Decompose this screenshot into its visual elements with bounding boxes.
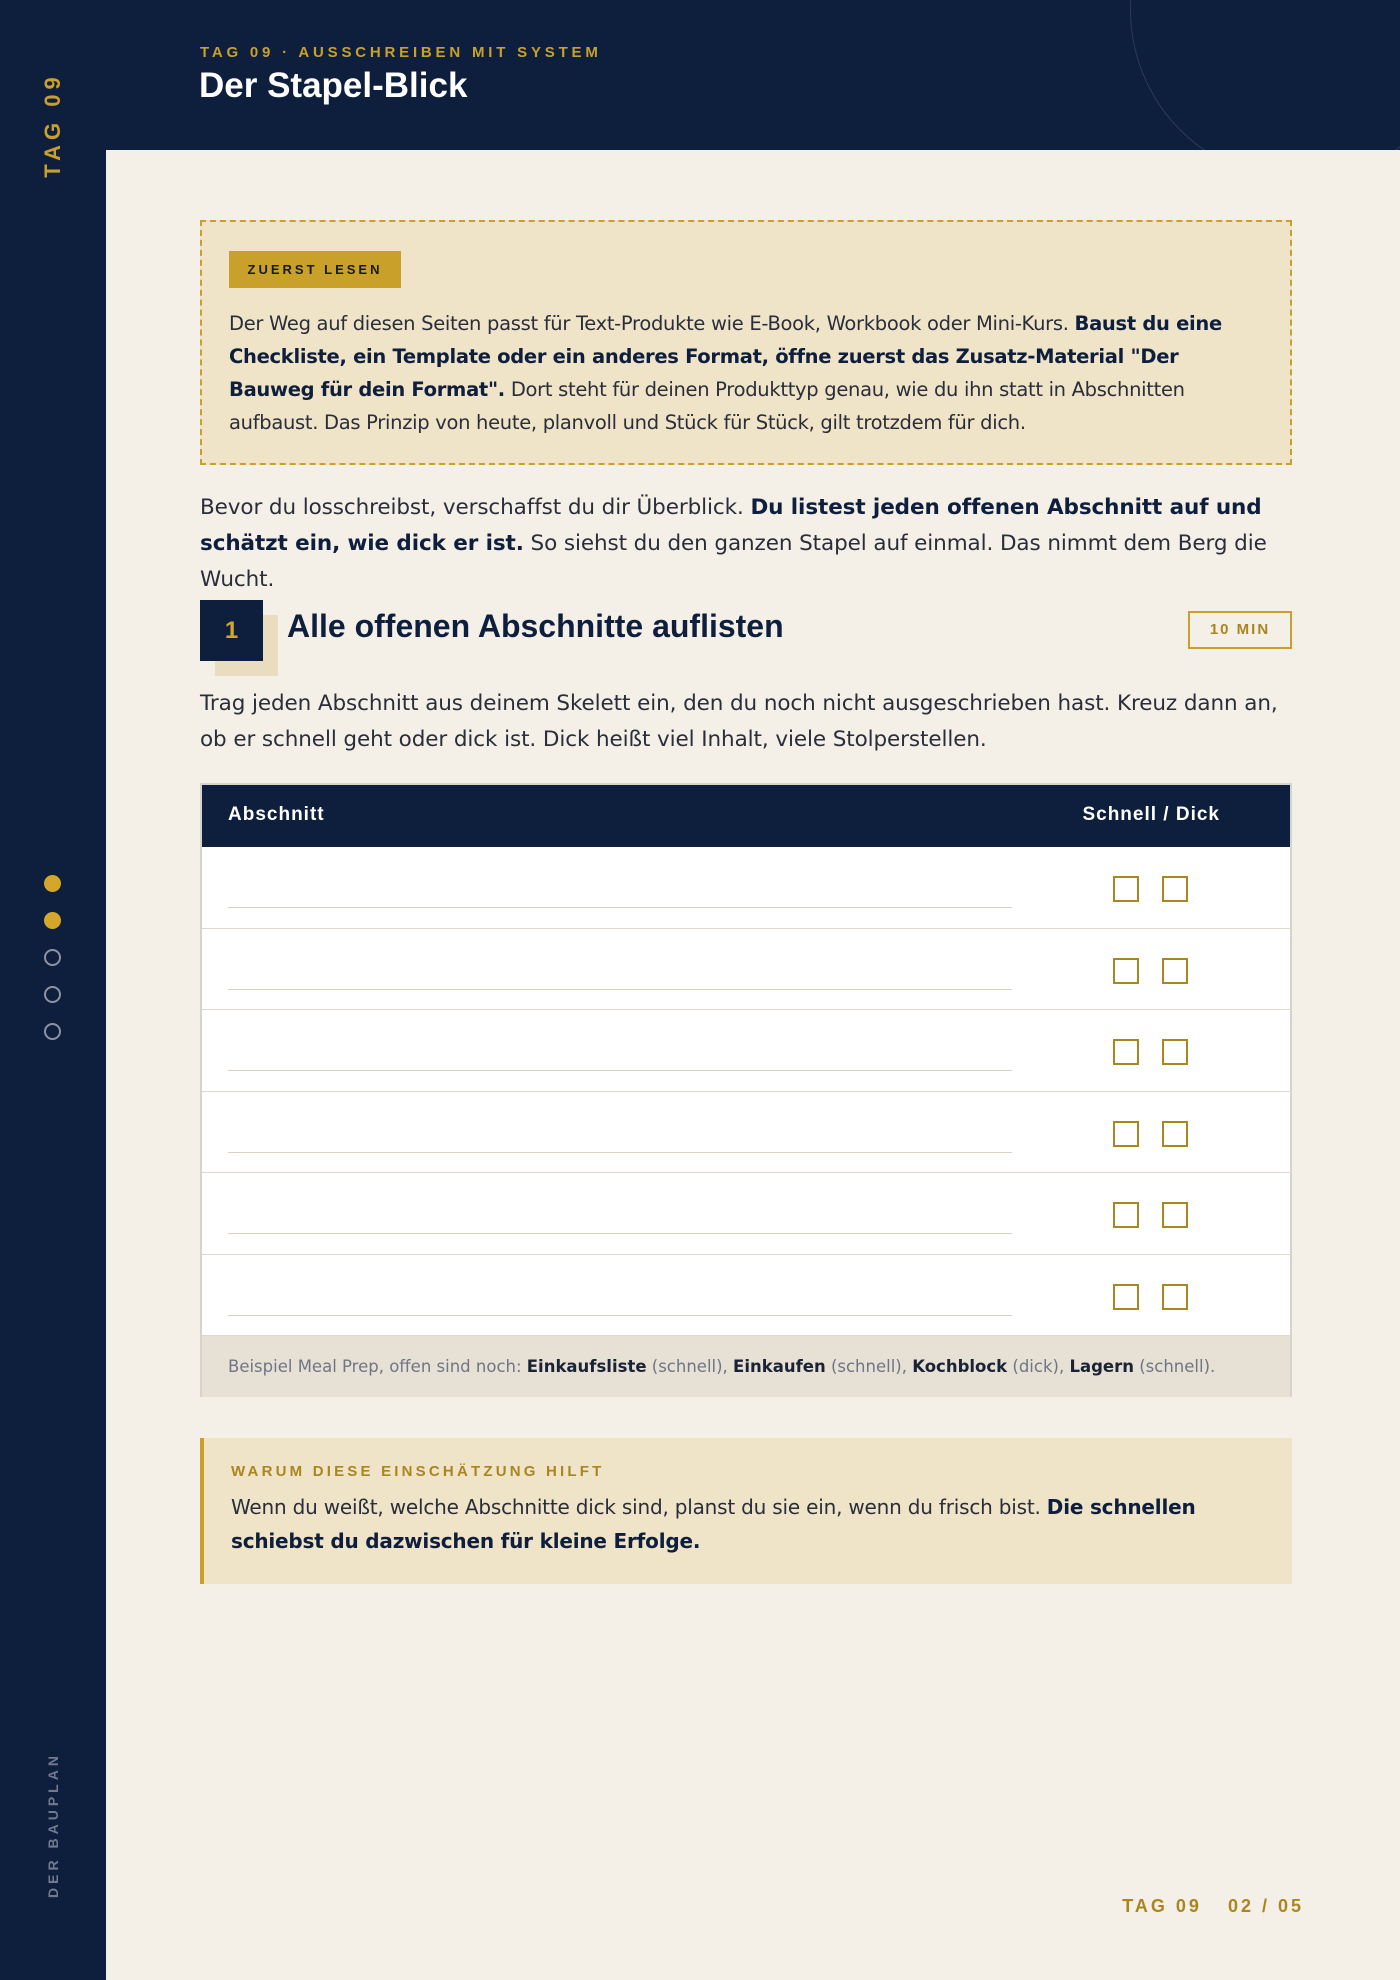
header-kicker: TAG 09 · AUSSCHREIBEN MIT SYSTEM [200,44,602,61]
text-segment: (dick), [1007,1357,1070,1376]
quick-checkbox[interactable] [1113,1121,1139,1147]
column-header-section: Abschnitt [228,804,325,825]
section-write-line[interactable] [228,1233,1012,1234]
text-segment: (schnell). [1133,1357,1216,1376]
page-title: Der Stapel-Blick [199,66,468,105]
progress-dot-open [44,1023,61,1040]
table-row [202,929,1290,1011]
thick-checkbox[interactable] [1162,1121,1188,1147]
text-segment: Wenn du weißt, welche Abschnitte dick sind, planst du sie ein, wenn du frisch bist. [231,1495,1047,1519]
thick-checkbox[interactable] [1162,1202,1188,1228]
thick-checkbox[interactable] [1162,958,1188,984]
footer-day: TAG 09 [1122,1896,1202,1916]
intro-paragraph [200,490,1292,598]
text-segment: Beispiel Meal Prep, offen sind noch: [228,1357,527,1376]
step-title: Alle offenen Abschnitte auflisten [287,608,784,644]
progress-indicator [44,875,62,1060]
section-write-line[interactable] [228,1152,1012,1153]
emphasis-text: Einkaufen [733,1357,826,1376]
table-row [202,847,1290,929]
read-first-badge: ZUERST LESEN [229,251,401,288]
section-write-line[interactable] [228,1070,1012,1071]
emphasis-text: Du listest jeden offenen Abschnitt auf und schätzt ein, wie dick er ist. [200,495,1262,556]
why-callout [200,1438,1292,1584]
progress-dot-open [44,986,61,1003]
text-segment: Dort steht für deinen Produkttyp genau, wie du ihn statt in Abschnitten aufbaust. Das Prinzip von heute, planvoll und Stück für Stück, gilt trotzdem für dich. [229,378,1185,434]
page-header [106,0,1400,150]
notice-text [229,307,1265,439]
table-row [202,1173,1290,1255]
sidebar-series-label: DER BAUPLAN [45,1752,61,1898]
table-row [202,1255,1290,1337]
footer-page-number: 02 / 05 [1227,1896,1304,1916]
emphasis-text: Kochblock [912,1357,1008,1376]
emphasis-text: Einkaufsliste [526,1357,647,1376]
table-body [202,847,1290,1336]
quick-checkbox[interactable] [1113,1284,1139,1310]
progress-dot-complete [44,875,61,892]
thick-checkbox[interactable] [1162,1039,1188,1065]
quick-checkbox[interactable] [1113,876,1139,902]
why-callout-title: WARUM DIESE EINSCHÄTZUNG HILFT [231,1463,605,1480]
emphasis-text: Die schnellen schiebst du dazwischen für kleine Erfolge. [231,1495,1196,1553]
sidebar [0,0,106,1980]
thick-checkbox[interactable] [1162,1284,1188,1310]
column-header-rating: Schnell / Dick [1082,804,1220,825]
text-segment: (schnell), [646,1357,734,1376]
why-callout-text [231,1490,1271,1558]
step-number: 1 [200,600,263,661]
progress-dot-open [44,949,61,966]
table-header [202,785,1290,847]
text-segment: Der Weg auf diesen Seiten passt für Text-Produkte wie E-Book, Workbook oder Mini-Kurs. [229,312,1075,335]
table-row [202,1092,1290,1174]
section-write-line[interactable] [228,989,1012,990]
text-segment: (schnell), [825,1357,913,1376]
page-footer [1122,1896,1304,1917]
table-example-note [202,1336,1290,1397]
quick-checkbox[interactable] [1113,1039,1139,1065]
quick-checkbox[interactable] [1113,1202,1139,1228]
sections-table [200,783,1292,1397]
sidebar-day-label: TAG 09 [40,72,65,178]
progress-dot-complete [44,912,61,929]
thick-checkbox[interactable] [1162,876,1188,902]
emphasis-text: Baust du eine Checkliste, ein Template oder ein anderes Format, öffne zuerst das Zusatz-Material "Der Bauweg für dein Format". [229,312,1222,401]
text-segment: So siehst du den ganzen Stapel auf einmal. Das nimmt dem Berg die Wucht. [200,531,1267,592]
text-segment: Bevor du losschreibst, verschaffst du dir Überblick. [200,495,751,520]
quick-checkbox[interactable] [1113,958,1139,984]
section-write-line[interactable] [228,907,1012,908]
read-first-notice [200,220,1292,465]
time-badge: 10 MIN [1188,611,1292,649]
emphasis-text: Lagern [1069,1357,1134,1376]
decorative-arc [1130,0,1400,150]
step-description: Trag jeden Abschnitt aus deinem Skelett ein, den du noch nicht ausgeschrieben hast. Kreuz dann an, ob er schnell geht oder dick ist. Dick heißt viel Inhalt, viele Stolperstellen. [200,691,1278,752]
section-write-line[interactable] [228,1315,1012,1316]
table-row [202,1010,1290,1092]
